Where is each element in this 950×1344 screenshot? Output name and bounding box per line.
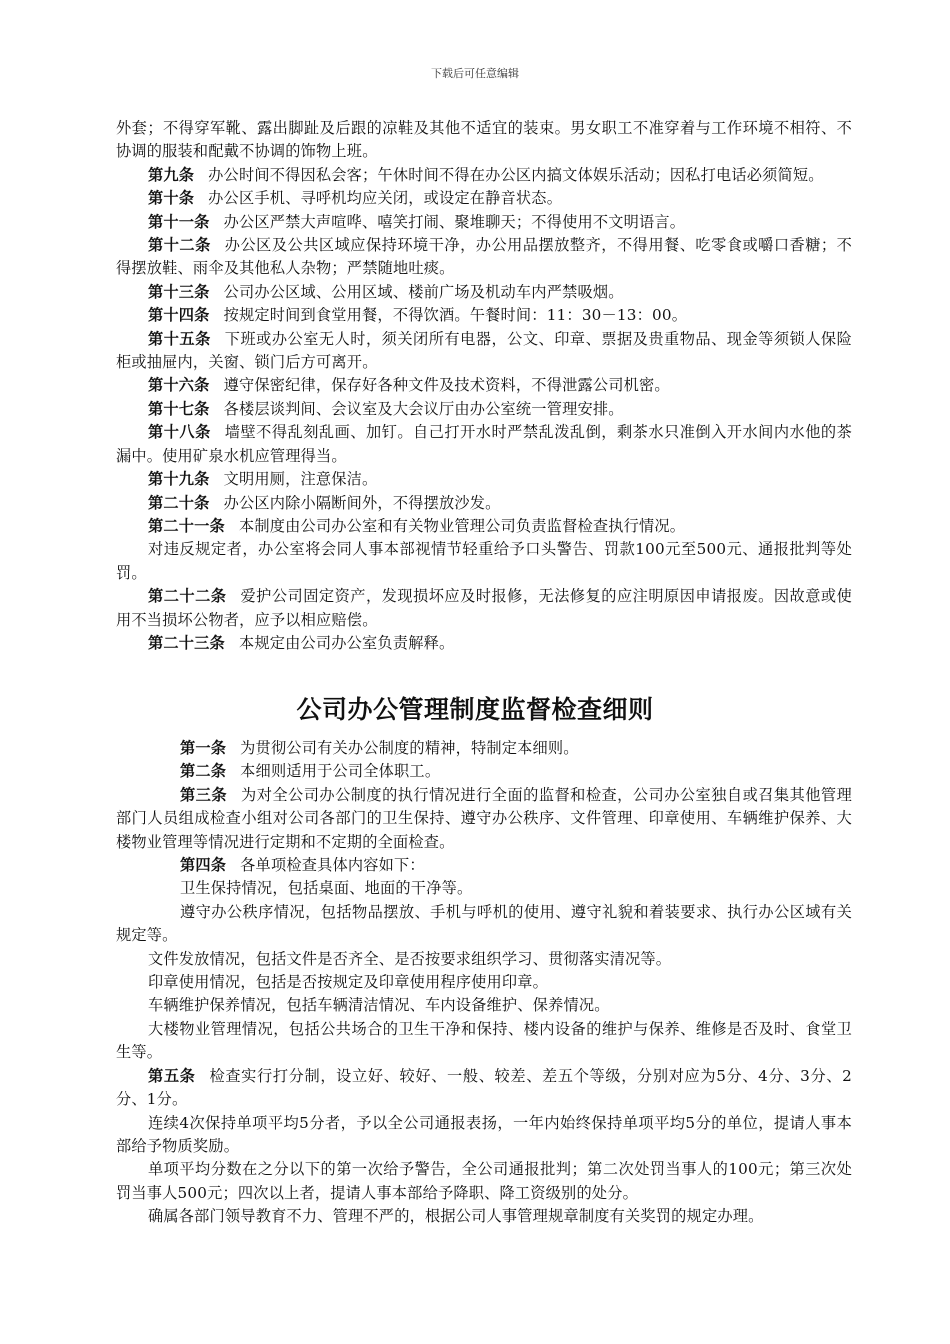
paragraph <box>116 948 852 971</box>
article-text: 本制度由公司办公室和有关物业管理公司负责监督检查执行情况。 <box>238 516 686 535</box>
paragraph <box>116 515 852 538</box>
paragraph <box>116 784 852 854</box>
article-text: 对违反规定者，办公室将会同人事本部视情节轻重给予口头警告、罚款100元至500元、通报批判等处罚。 <box>116 540 852 582</box>
article-text: 爱护公司固定资产，发现损坏应及时报修，无法修复的应注明原因申请报废。因故意或使用不当损坏公物者，应予以相应赔偿。 <box>116 587 852 629</box>
paragraph <box>116 632 852 655</box>
paragraph <box>116 538 852 585</box>
article-label: 第十八条 <box>148 423 211 442</box>
article-text: 各单项检查具体内容如下： <box>240 856 425 875</box>
article-text: 外套；不得穿军靴、露出脚趾及后跟的凉鞋及其他不适宜的装束。男女职工不准穿着与工作环境不相符、不协调的服装和配戴不协调的饰物上班。 <box>116 119 852 161</box>
article-label: 第十二条 <box>148 236 211 255</box>
article-text: 印章使用情况，包括是否按规定及印章使用程序使用印章。 <box>148 973 549 992</box>
paragraph <box>116 1112 852 1159</box>
article-text: 各楼层谈判间、会议室及大会议厅由办公室统一管理安排。 <box>223 399 624 418</box>
inspection-rules-body <box>116 737 852 1229</box>
article-label: 第二十一条 <box>148 516 225 535</box>
article-text: 连续4次保持单项平均5分者，予以全公司通报表扬，一年内始终保持单项平均5分的单位，提请人事本部给予物质奖励。 <box>116 1113 852 1155</box>
paragraph <box>116 211 852 234</box>
article-text: 办公区严禁大声喧哗、嘻笑打闹、聚堆聊天；不得使用不文明语言。 <box>223 212 686 231</box>
article-text: 按规定时间到食堂用餐，不得饮酒。午餐时间：11：30－13：00。 <box>223 306 688 325</box>
article-text: 卫生保持情况，包括桌面、地面的干净等。 <box>180 879 473 898</box>
article-label: 第十九条 <box>148 470 210 489</box>
paragraph <box>116 877 852 900</box>
article-text: 办公区内除小隔断间外，不得摆放沙发。 <box>223 493 501 512</box>
paragraph <box>116 304 852 327</box>
paragraph <box>116 398 852 421</box>
article-label: 第十七条 <box>148 399 210 418</box>
paragraph <box>116 760 852 783</box>
article-label: 第三条 <box>180 785 228 804</box>
regulations-body <box>116 117 852 655</box>
article-text: 遵守保密纪律，保存好各种文件及技术资料，不得泄露公司机密。 <box>223 376 670 395</box>
paragraph <box>116 1158 852 1205</box>
article-label: 第十六条 <box>148 376 210 395</box>
article-text: 为对全公司办公制度的执行情况进行全面的监督和检查，公司办公室独自或召集其他管理部门人员组成检查小组对公司各部门的卫生保持、遵守办公秩序、文件管理、印章使用、车辆维护保养、大楼物业管理等情况进行定期和不定期的全面检查。 <box>116 785 852 851</box>
article-text: 办公时间不得因私会客；午休时间不得在办公区内搞文体娱乐活动；因私打电话必须简短。 <box>208 165 824 184</box>
article-text: 办公区及公共区域应保持环境干净，办公用品摆放整齐，不得用餐、吃零食或嚼口香糖；不得摆放鞋、雨伞及其他私人杂物；严禁随地吐痰。 <box>116 236 852 278</box>
article-text: 单项平均分数在之分以下的第一次给予警告，全公司通报批判；第二次处罚当事人的100元；第三次处罚当事人500元；四次以上者，提请人事本部给予降职、降工资级别的处分。 <box>116 1160 852 1202</box>
paragraph <box>116 737 852 760</box>
article-label: 第二条 <box>180 762 227 781</box>
page-header: 下载后可任意编辑 <box>431 67 519 80</box>
article-text: 为贯彻公司有关办公制度的精神，特制定本细则。 <box>240 739 579 757</box>
article-text: 办公区手机、寻呼机均应关闭，或设定在静音状态。 <box>208 189 563 208</box>
article-label: 第十一条 <box>148 212 210 231</box>
paragraph <box>116 1065 852 1112</box>
paragraph <box>116 492 852 515</box>
article-label: 第十四条 <box>148 306 210 325</box>
article-label: 第五条 <box>148 1066 196 1085</box>
article-label: 第十五条 <box>148 329 211 348</box>
article-text: 本细则适用于公司全体职工。 <box>240 762 441 781</box>
article-text: 下班或办公室无人时，须关闭所有电器，公文、印章、票据及贵重物品、现金等须锁人保险柜或抽屉内，关窗、锁门后方可离开。 <box>116 329 852 372</box>
article-text: 文件发放情况，包括文件是否齐全、是否按要求组织学习、贯彻落实清况等。 <box>148 949 672 968</box>
paragraph <box>116 585 852 632</box>
article-text: 确属各部门领导教育不力、管理不严的，根据公司人事管理规章制度有关奖罚的规定办理。 <box>148 1207 764 1226</box>
paragraph <box>116 901 852 948</box>
paragraph <box>116 187 852 210</box>
paragraph <box>116 328 852 375</box>
article-text: 本规定由公司办公室负责解释。 <box>238 633 455 652</box>
article-label: 第十三条 <box>148 282 210 301</box>
article-label: 第二十条 <box>148 493 210 512</box>
paragraph <box>116 468 852 491</box>
paragraph <box>116 421 852 468</box>
section-title: 公司办公管理制度监督检查细则 <box>296 695 654 724</box>
article-text: 公司办公区域、公用区域、楼前广场及机动车内严禁吸烟。 <box>223 282 624 301</box>
article-label: 第二十二条 <box>148 587 227 606</box>
article-label: 第四条 <box>180 856 227 875</box>
paragraph <box>116 164 852 187</box>
article-label: 第九条 <box>148 165 195 184</box>
article-text: 文明用厕，注意保洁。 <box>223 470 378 489</box>
article-label: 第十条 <box>148 189 195 208</box>
paragraph <box>116 854 852 877</box>
paragraph <box>116 1205 852 1228</box>
article-label: 第二十三条 <box>148 633 225 652</box>
paragraph <box>116 1018 852 1065</box>
article-text: 检查实行打分制，设立好、较好、一般、较差、差五个等级，分别对应为5分、4分、3分、2分、1分。 <box>116 1066 852 1109</box>
paragraph <box>116 971 852 994</box>
paragraph <box>116 234 852 281</box>
paragraph <box>116 994 852 1017</box>
article-text: 墙壁不得乱刻乱画、加钉。自己打开水时严禁乱泼乱倒，剩茶水只准倒入开水间内水他的茶漏中。使用矿泉水机应管理得当。 <box>116 423 852 465</box>
paragraph <box>116 374 852 397</box>
article-text: 遵守办公秩序情况，包括物品摆放、手机与呼机的使用、遵守礼貌和着装要求、执行办公区域有关规定等。 <box>116 902 852 945</box>
paragraph <box>116 117 852 164</box>
article-label: 第一条 <box>180 739 227 757</box>
paragraph <box>116 281 852 304</box>
article-text: 大楼物业管理情况，包括公共场合的卫生干净和保持、楼内设备的维护与保养、维修是否及时、食堂卫生等。 <box>116 1019 852 1062</box>
article-text: 车辆维护保养情况，包括车辆清洁情况、车内设备维护、保养情况。 <box>148 996 610 1015</box>
